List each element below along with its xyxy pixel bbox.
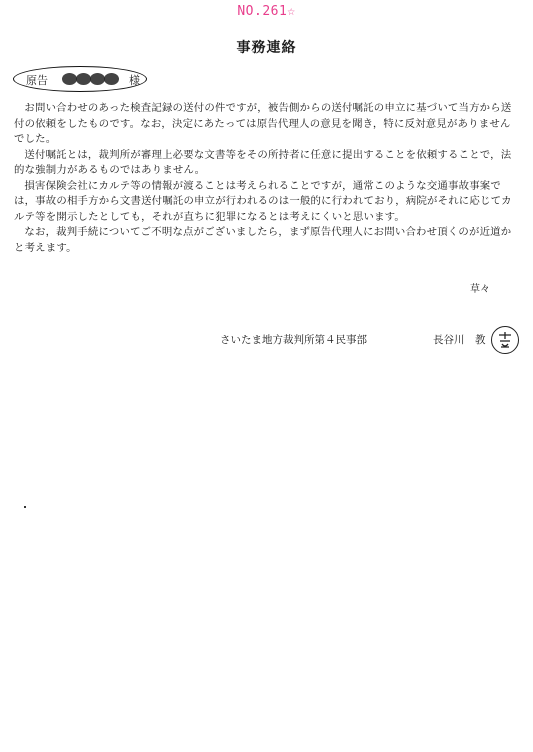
sender-court: さいたま地方裁判所第４民事部 [220, 334, 367, 346]
paragraph-2: 送付嘱託とは，裁判所が審理上必要な文書等をその所持者に任意に提出することを依頼することで，法的な強制力があるものではありません。 [14, 148, 512, 176]
document-title: 事務連絡 [236, 40, 297, 56]
reference-number: NO.261☆ [237, 4, 296, 19]
closing-phrase: 草々 [470, 284, 490, 295]
paragraph-1: お問い合わせのあった検査記録の送付の件ですが，被告側からの送付嘱託の申立に基づいて当方から送付の依頼をしたものです。なお，決定にあたっては原告代理人の意見を聞き，特に反対意見がありませんでした。 [14, 102, 512, 145]
letter-body [14, 101, 521, 256]
addressee-label: 原告 [26, 74, 48, 87]
sender-signature [220, 326, 530, 352]
redacted-name [62, 73, 124, 85]
paragraph-4: なお，裁判手続についてご不明な点がございましたら，まず原告代理人にお問い合わせ頂くのが近道かと考えます。 [14, 226, 512, 254]
scan-speck [24, 506, 26, 508]
hanko-seal-icon [491, 326, 519, 354]
sender-clerk: 長谷川 教 [433, 334, 486, 346]
paragraph-3: 損害保険会社にカルテ等の情報が渡ることは考えられることですが，通常このような交通事故事案では，事故の相手方から文書送付嘱託の申立が行われるのは一般的に行われており，病院がそれに応じてカルテ等を開示したとしても，それが直ちに犯罪になるとは考えにくいと思います。 [14, 179, 512, 223]
addressee-box [13, 66, 147, 92]
addressee-honorific: 様 [129, 74, 140, 87]
